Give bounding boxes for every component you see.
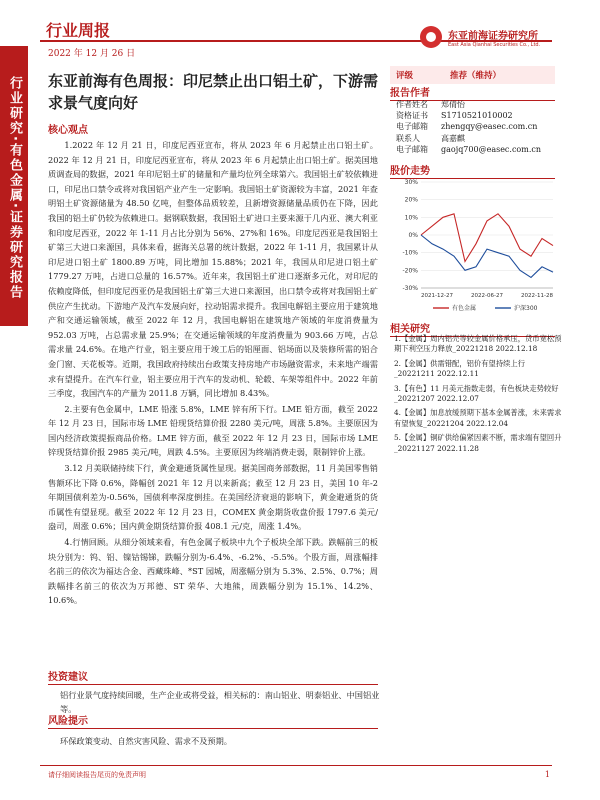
- chart-x-tick-label: 2022-11-28: [521, 293, 553, 299]
- chart-x-tick-label: 2022-06-27: [471, 293, 503, 299]
- company-logo: [420, 26, 540, 48]
- rating-box: [390, 66, 555, 84]
- invest-heading: 投资建议: [48, 668, 378, 685]
- report-date: 2022 年 12 月 26 日: [48, 49, 136, 59]
- related-item[interactable]: 5.【金属】铜矿供给偏紧因素不断，需求端有望回升_20221127 2022.11.28: [394, 433, 562, 453]
- chart-y-tick-label: -30%: [402, 285, 418, 292]
- related-heading: 相关研究: [390, 320, 555, 337]
- analyst-key: 电子邮箱: [396, 122, 428, 132]
- rating-label: 评级: [396, 71, 414, 81]
- chart-y-tick-label: 20%: [404, 196, 418, 204]
- stock-chart-svg: [393, 176, 558, 322]
- chart-y-tick-label: 30%: [404, 179, 418, 186]
- chart-y-tick-label: 10%: [404, 214, 418, 222]
- report-type-title: 行业周报: [46, 21, 111, 40]
- related-list: [394, 334, 562, 458]
- chart-x-tick-label: 2021-12-27: [421, 293, 453, 299]
- analyst-info: [396, 99, 541, 155]
- analyst-key: 作者姓名: [396, 100, 428, 109]
- core-body: [48, 138, 378, 609]
- analyst-key: 联系人: [396, 133, 420, 143]
- analyst-value: 郑倩怡: [441, 100, 465, 109]
- risk-heading: 风险提示: [48, 712, 378, 729]
- logo-en-text: East Asia Qianhai Securities Co., Ltd.: [448, 41, 541, 48]
- related-item[interactable]: 1.【金属】周内铝壳等较金属价格承压，货币宽松预期下利空压力释放_20221218 2022.12.18: [394, 334, 562, 354]
- chart-legend-label: 沪深300: [514, 305, 538, 312]
- analyst-value: 高嘉麒: [441, 133, 465, 143]
- logo-cn-text: 东亚前海证券研究所: [448, 30, 538, 42]
- analyst-row: [396, 110, 541, 121]
- side-category-text: 行业研究·有色金属·证券研究报告: [7, 76, 22, 300]
- analyst-value: gaojq700@easec.com.cn: [441, 144, 542, 154]
- chart-y-tick-label: -20%: [402, 267, 418, 275]
- chart-series-line-1: [421, 214, 553, 262]
- risk-text: 环保政策变动、自然灾害风险、需求不及预期。: [60, 736, 232, 746]
- analyst-key: 资格证书: [396, 111, 428, 121]
- related-item[interactable]: 2.【金属】供需错配，铝价有望持续上行_20221211 2022.12.11: [394, 358, 526, 379]
- core-paragraph-3: 3.12 月美联储持续下行，黄金避通货属性显现。据美国商务部数据，11 月美国零售销售额环比下降 0.6%，降幅创 2021 年 12 月以来新高；截至 12 月 23 日，美国 10 年-2 年期国债利差为-0.56%，国债利率深度倒挂。在美国经济衰退的影响下，黄金避通货的货币属性有望显现。截至 2022 年 12 月 23 日，COMEX 黄金期货收盘价报 1797.6 美元/盎司，周涨 0.6%；国内黄金期货结算价报 408.1 元/克，周涨 1.4%。: [48, 463, 378, 532]
- stock-chart: [393, 176, 558, 322]
- analyst-row: [396, 121, 541, 132]
- analyst-value: S1710521010002: [441, 111, 513, 121]
- side-category-bar: [0, 46, 28, 326]
- rating-value: 推荐（维持）: [450, 71, 502, 81]
- invest-text: 铝行业景气度持续回暖，生产企业或将受益，相关标的：南山铝业、明泰铝业、中国铝业等。: [60, 690, 380, 714]
- core-paragraph-4: 4.行情回顾。从细分领域来看，有色金属子板块中九个子板块全部下跌。跌幅前三的板块分别为：钨、铝、镍钴锡锑，跌幅分别为-6.4%、-6.2%、-5.5%。个股方面，周涨幅排名前三的依次为福达合金、西藏珠峰、*ST 园城，周涨幅分别为 5.3%、2.5%、0.7%；周跌幅排名前三的依次为万邦德、ST 荣华、大地熊，周跌幅分别为 15.1%、14.2%、10.6%。: [48, 537, 378, 606]
- core-heading: 核心观点: [48, 125, 88, 136]
- analyst-row: [396, 144, 541, 155]
- analyst-row: [396, 133, 541, 144]
- logo-mark-icon: [420, 26, 442, 48]
- footer-disclaimer: 请仔细阅读报告尾页的免责声明: [48, 771, 146, 779]
- chart-series-line-2: [421, 235, 553, 277]
- page-number: 1: [544, 770, 550, 779]
- analyst-value: zhengqy@easec.com.cn: [441, 122, 538, 132]
- chart-y-tick-label: 0%: [408, 232, 418, 239]
- related-item[interactable]: 4.【金属】加息放缓预期下基本金属普涨，未来需求有望恢复_20221204 2022.12.04: [394, 408, 562, 428]
- chart-heading: 股价走势: [390, 162, 555, 179]
- report-title: 东亚前海有色周报：印尼禁止出口铝土矿，下游需求景气度向好: [48, 72, 379, 112]
- chart-y-tick-label: -10%: [402, 249, 418, 257]
- footer-divider: [40, 765, 552, 766]
- chart-legend-label: 有色金属: [452, 305, 477, 312]
- core-paragraph-1: 1.2022 年 12 月 21 日，印度尼西亚宣布，将从 2023 年 6 月起禁止出口铝土矿。2022 年 12 月 21 日，印度尼西亚宣布，将从 2023 年 6 月起禁止出口铝土矿。据美国地质调查局的数据，2021 年印尼铝土矿的储量和产量均位列全球第六。我国铝土矿较依赖进口，印尼出口禁令或将对我国铝产业产生一定影响。我国铝土矿资源较为丰富，2021 年查明铝土矿资源储量为 48.50 亿吨，但整体品质较差，且新增资源储量品质仍在下降，因此我国的铝土矿仍较为依赖进口。据钢联数据，我国铝土矿进口主要来源于几内亚、澳大利亚和印度尼西亚，2022 年 1-11 月占比分别为 56%、27%和 16%。印度尼西亚是我国铝土矿第三大进口来源国，具体来看，据海关总署的统计数据，2022 年 1-11 月，我国累计从印尼进口铝土矿 1800.89 万吨，同比增加 15.88%；2021 年，我国从印尼进口铝土矿 1779.27 万吨，占进口总量的 16.57%。近年来，我国铝土矿进口逐渐多元化，对印尼的依赖度降低，但印度尼西亚仍是我国铝土矿第三大进口来源国，出口禁令或将对我国铝土矿供应产生扰动。下游地产及汽车发展向好，拉动铝需求提升。我国电解铝主要应用于建筑地产和交通运输领域，截至 2022 年 12 月，我国电解铝在建筑地产领域的年度消费量为 952.03 万吨，占总需求量 25.9%；在交通运输领域的年度消费量为 903.66 万吨，占总需求量 24.6%。在地产行业，铝主要应用于竣工后的铝厘面、铝场面以及装修所需的铝合金门窗、天花板等。近期，我国政府持续出台政策支持房地产市场融资需求，未来地产端需求有望提升。在汽车行业，铝主要应用于汽车的发动机、轮毂、车架等组件中。2022 年前三季度，我国汽车的产量为 2011.8 万辆，同比增加 8.43%。: [48, 140, 378, 399]
- core-paragraph-2: 2.主要有色金属中，LME 铅涨 5.8%，LME 锌有所下行。LME 铅方面，截至 2022 年 12 月 23 日，国际市场 LME 铅现货结算价报 2280 美元/吨，周涨 5.8%。主要原因为国内经济政策提振商品价格。LME 锌方面，截至 2022 年 12 月 23 日，国际市场 LME 锌现货结算价报 2985 美元/吨，周跌 4.5%。主要原因为终端消费走弱，限制锌价上涨。: [48, 403, 378, 458]
- analyst-key: 电子邮箱: [396, 144, 428, 154]
- analyst-row: [396, 99, 541, 110]
- analyst-heading: 报告作者: [390, 84, 555, 101]
- related-item[interactable]: 3.【有色】11 月美元指数走弱，有色板块走势较好_20221207 2022.12.07: [394, 383, 559, 404]
